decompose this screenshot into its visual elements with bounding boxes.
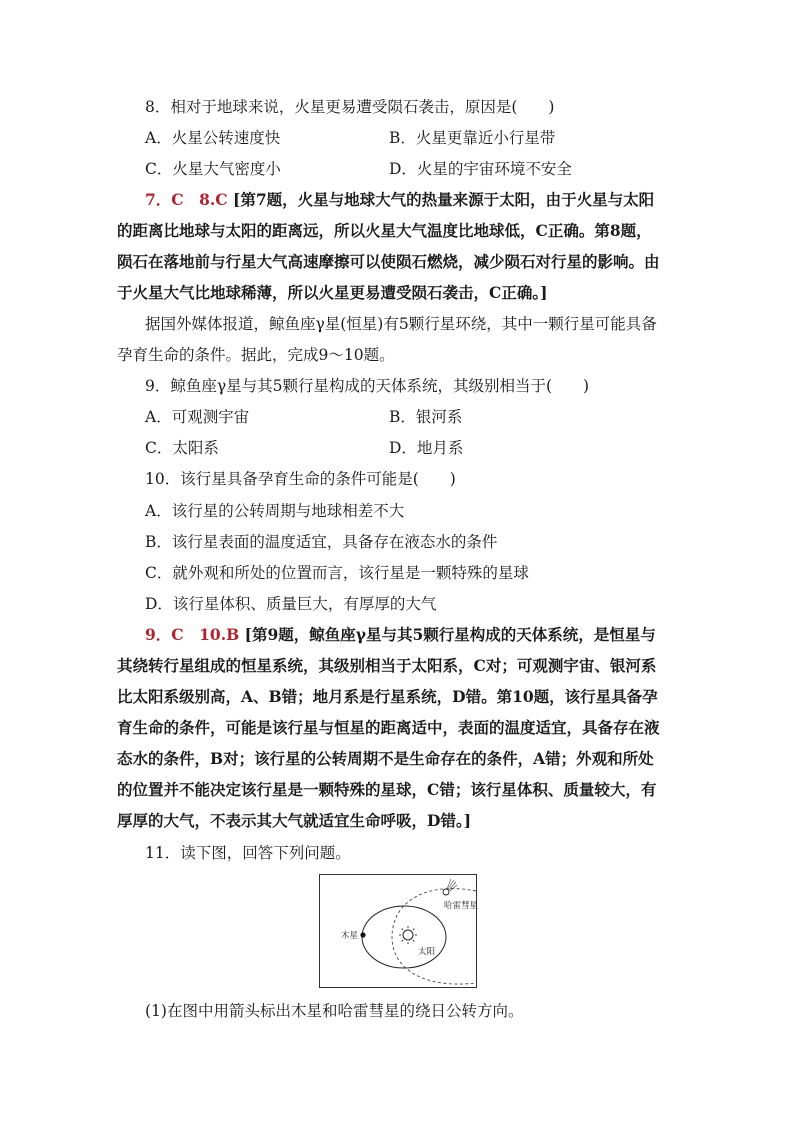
q9-option-d: D．地月系 — [389, 439, 464, 457]
answer-9-10-line-5: 态水的条件，B对；该行星的公转周期不是生命存在的条件，A错；外观和所处 — [117, 749, 654, 768]
q9-stem: 9．鲸鱼座γ星与其5颗行星构成的天体系统，其级别相当于( ) — [145, 377, 590, 395]
answer-9-10-text-1: [第9题，鲸鱼座γ星与其5颗行星构成的天体系统，是恒星与 — [244, 625, 656, 644]
q11-sub1: (1)在图中用箭头标出木星和哈雷彗星的绕日公转方向。 — [145, 1002, 524, 1020]
answer-key-9-10: 9．C 10.B — [145, 625, 240, 644]
answer-9-10-line-1 — [145, 625, 715, 645]
q10-option-b: B．该行星表面的温度适宜，具备存在液态水的条件 — [145, 533, 498, 551]
label-jupiter: 木星 — [341, 931, 359, 941]
q9-option-a: A．可观测宇宙 — [145, 408, 250, 426]
q8-option-b: B．火星更靠近小行星带 — [389, 129, 556, 147]
answer-7-8-line-1 — [145, 190, 715, 210]
answer-7-8-text-1: [第7题，火星与地球大气的热量来源于太阳，由于火星与太阳 — [233, 190, 655, 209]
q11-stem: 11．读下图，回答下列问题。 — [145, 844, 351, 862]
answer-7-8-line-3: 陨石在落地前与行星大气高速摩擦可以使陨石燃烧，减少陨石对行星的影响。由 — [117, 252, 660, 271]
label-halley: 哈雷彗星 — [444, 901, 479, 911]
answer-9-10-line-4: 育生命的条件，可能是该行星与恒星的距离适中，表面的温度适宜，具备存在液 — [117, 718, 660, 737]
sun-icon — [399, 926, 417, 944]
q10-option-c: C．就外观和所处的位置而言，该行星是一颗特殊的星球 — [145, 564, 529, 582]
q10-option-a: A．该行星的公转周期与地球相差不大 — [145, 502, 405, 520]
q10-option-d: D．该行星体积、质量巨大，有厚厚的大气 — [145, 595, 437, 613]
answer-9-10-line-2: 其绕转行星组成的恒星系统，其级别相当于太阳系，C对；可观测宇宙、银河系 — [117, 656, 657, 675]
label-sun: 太阳 — [418, 947, 436, 957]
material-line-1: 据国外媒体报道，鲸鱼座γ星(恒星)有5颗行星环绕，其中一颗行星可能具备 — [145, 315, 657, 333]
q8-option-d: D．火星的宇宙环境不安全 — [389, 160, 572, 178]
answer-7-8-line-2: 的距离比地球与太阳的距离远，所以火星大气温度比地球低，C正确。第8题， — [117, 221, 652, 240]
answer-7-8-line-4: 于火星大气比地球稀薄，所以火星更易遭受陨石袭击，C正确。] — [117, 283, 548, 302]
q10-stem: 10．该行星具备孕育生命的条件可能是( ) — [145, 470, 456, 488]
q8-stem: 8．相对于地球来说，火星更易遭受陨石袭击，原因是( ) — [145, 98, 555, 116]
q8-option-c: C．火星大气密度小 — [145, 160, 281, 178]
q9-option-c: C．太阳系 — [145, 439, 219, 457]
answer-key-7-8: 7．C 8.C — [145, 190, 228, 209]
solar-orbit-figure — [319, 874, 477, 988]
answer-9-10-line-7: 厚厚的大气，不表示其大气就适宜生命呼吸，D错。] — [117, 811, 472, 830]
material-line-2: 孕育生命的条件。据此，完成9～10题。 — [117, 346, 395, 364]
answer-9-10-line-3: 比太阳系级别高，A、B错；地月系是行星系统，D错。第10题，该行星具备孕 — [117, 687, 658, 706]
q8-option-a: A．火星公转速度快 — [145, 129, 281, 147]
jupiter-icon — [360, 932, 365, 937]
answer-9-10-line-6: 的位置并不能决定该行星是一颗特殊的星球，C错；该行星体积、质量较大，有 — [117, 780, 657, 799]
halley-comet-icon — [443, 879, 457, 895]
q9-option-b: B．银河系 — [389, 408, 463, 426]
